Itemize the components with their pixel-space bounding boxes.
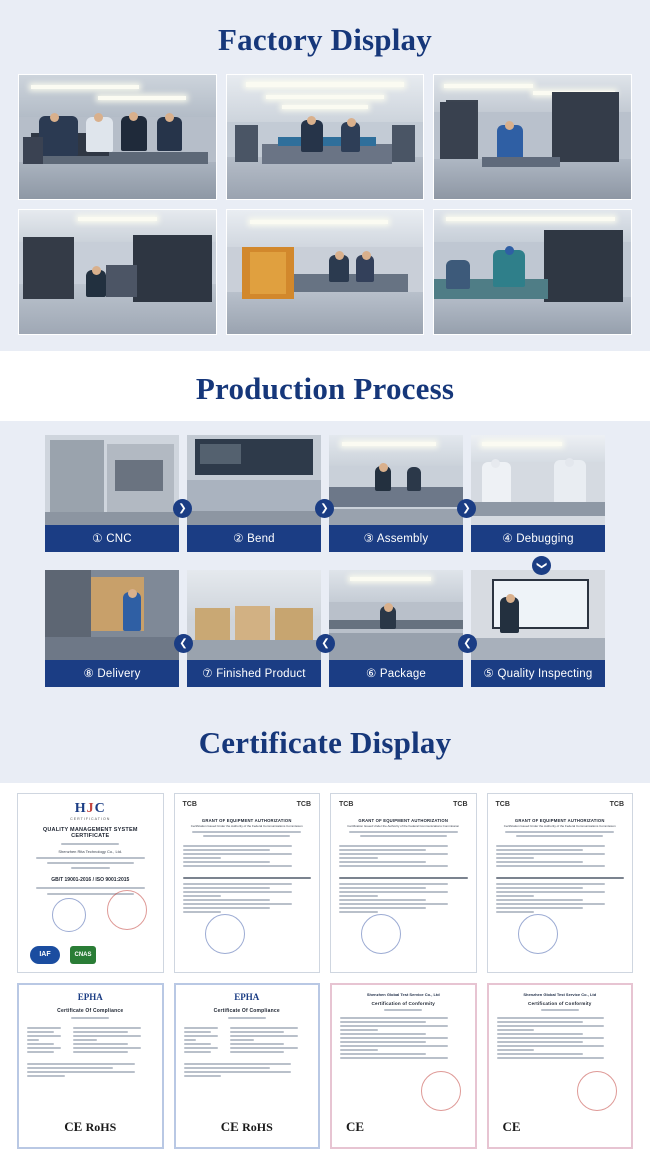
stamp-icon: [421, 1071, 461, 1111]
certificate-title: GRANT OF EQUIPMENT AUTHORIZATION: [358, 818, 449, 823]
stamp-icon: [205, 914, 245, 954]
process-step-number: ⑦: [202, 668, 213, 680]
process-step-number: ①: [92, 533, 103, 545]
process-step-text: Debugging: [516, 533, 574, 545]
certificate-title: GRANT OF EQUIPMENT AUTHORIZATION: [201, 818, 292, 823]
process-step-number: ②: [233, 533, 244, 545]
process-grid-row2: [45, 561, 605, 687]
certificate-title: Certificate Of Compliance: [57, 1008, 124, 1014]
certificate-company: Shenzhen Global Test Service Co., Ltd: [523, 992, 597, 997]
rohs-mark: RoHS: [242, 1120, 273, 1134]
factory-photo: [18, 74, 217, 200]
process-step-label: [45, 525, 179, 552]
process-step: [471, 435, 605, 552]
certificate-display-section: [0, 705, 650, 783]
certificate-marks: [332, 1119, 475, 1135]
process-step-label: [471, 525, 605, 552]
chevron-left-icon: ❮: [174, 634, 193, 653]
process-step-label: [329, 660, 463, 687]
certificate-card[interactable]: [330, 793, 477, 973]
stamp-icon: [107, 890, 147, 930]
chevron-left-icon: ❮: [458, 634, 477, 653]
page-title-certificate: Certificate Display: [198, 725, 452, 760]
tcb-label-right: TCB: [296, 801, 311, 808]
certificate-card[interactable]: [17, 793, 164, 973]
process-step-text: Quality Inspecting: [497, 668, 593, 680]
process-band: [0, 421, 650, 705]
process-step: [329, 435, 471, 552]
chevron-down-icon: ❯: [532, 556, 551, 575]
production-process-section: [0, 351, 650, 421]
ce-mark: CE: [220, 1119, 239, 1134]
stamp-icon: [361, 914, 401, 954]
stamp-icon: [518, 914, 558, 954]
process-step-text: CNC: [106, 533, 132, 545]
certificate-standard: GB/T 19001-2016 / ISO 9001:2015: [51, 877, 130, 883]
tcb-label-right: TCB: [609, 801, 624, 808]
certificate-subtitle: Certification Issued Under the Authority of the Federal Communications Commission: [190, 824, 303, 828]
certificate-title: GRANT OF EQUIPMENT AUTHORIZATION: [514, 818, 605, 823]
certificate-brand: HJC: [74, 801, 106, 816]
process-step-number: ⑤: [483, 668, 495, 680]
ce-mark: CE: [502, 1119, 521, 1134]
process-photo: [471, 435, 605, 525]
process-step-text: Assembly: [376, 533, 429, 545]
factory-display-section: [0, 0, 650, 351]
certificate-grid-row2: [17, 983, 633, 1149]
process-step-text: Bend: [247, 533, 275, 545]
factory-photo: [226, 209, 425, 335]
process-step-number: ③: [363, 533, 375, 545]
process-step-label: [187, 525, 321, 552]
factory-photo: [433, 209, 632, 335]
process-step-number: ⑧: [83, 668, 94, 680]
process-step: [45, 435, 187, 552]
process-photo: [329, 435, 463, 525]
certificate-marks: [489, 1119, 632, 1135]
certificate-company: Shenzhen Global Test Service Co., Ltd: [366, 992, 440, 997]
process-step: [179, 570, 321, 687]
chevron-left-icon: ❮: [316, 634, 335, 653]
chevron-right-icon: ❯: [173, 499, 192, 518]
process-step-label: [187, 660, 321, 687]
page-title-factory: Factory Display: [218, 22, 432, 57]
tcb-label-left: TCB: [495, 801, 510, 808]
process-step-text: Package: [379, 668, 427, 680]
certificate-card[interactable]: [330, 983, 477, 1149]
factory-photo: [18, 209, 217, 335]
certificate-brand-sub: CERTIFICATION: [70, 817, 111, 821]
factory-photo-grid: [18, 74, 632, 335]
process-photo: [187, 435, 321, 525]
chevron-right-icon: ❯: [457, 499, 476, 518]
tcb-label-left: TCB: [339, 801, 354, 808]
process-step-number: ⑥: [365, 668, 377, 680]
ce-mark: CE: [64, 1119, 83, 1134]
process-photo: [187, 570, 321, 660]
certificate-subtitle: Certification Issued Under the Authority of the Federal Communications Commission: [347, 824, 460, 828]
process-photo: [471, 570, 605, 660]
stamp-icon: [577, 1071, 617, 1111]
certificate-marks: [19, 1119, 162, 1135]
certificate-brand: EPHA: [77, 992, 103, 1002]
cnas-badge: CNAS: [70, 946, 96, 964]
process-step-label: [471, 660, 605, 687]
stamp-icon: [52, 898, 86, 932]
process-grid-row1: [45, 435, 605, 552]
process-step: [187, 435, 329, 552]
chevron-right-icon: ❯: [315, 499, 334, 518]
factory-photo: [433, 74, 632, 200]
certificate-card[interactable]: [174, 983, 321, 1149]
process-photo: [329, 570, 463, 660]
factory-photo: [226, 74, 425, 200]
process-step-text: Delivery: [97, 668, 141, 680]
certificate-band: [0, 783, 650, 1167]
certificate-title: Certification of Conformity: [371, 1001, 436, 1006]
process-step-text: Finished Product: [216, 668, 306, 680]
certificate-marks: [176, 1119, 319, 1135]
certificate-grid-row1: [17, 793, 633, 973]
rohs-mark: RoHS: [85, 1120, 117, 1134]
process-photo: [45, 435, 179, 525]
certificate-card[interactable]: [487, 793, 634, 973]
iaf-badge: IAF: [30, 946, 60, 964]
certificate-title: Certification of Conformity: [527, 1001, 592, 1006]
certificate-card[interactable]: [487, 983, 634, 1149]
certificate-title: QUALITY MANAGEMENT SYSTEM CERTIFICATE: [42, 827, 138, 839]
tcb-label-right: TCB: [453, 801, 468, 808]
process-step: [463, 561, 605, 687]
page-title-process: Production Process: [195, 371, 455, 406]
process-step-number: ④: [502, 533, 513, 545]
certificate-subtitle: Certification Issued Under the Authority of the Federal Communications Commission: [503, 824, 616, 828]
certificate-title: Certificate Of Compliance: [213, 1008, 280, 1014]
tcb-label-left: TCB: [182, 801, 197, 808]
process-photo: [45, 570, 179, 660]
certificate-company: Shenzhen Rita Technology Co., Ltd.: [58, 849, 123, 854]
certificate-card[interactable]: [17, 983, 164, 1149]
process-step-label: [45, 660, 179, 687]
process-step-label: [329, 525, 463, 552]
certificate-card[interactable]: [174, 793, 321, 973]
certificate-brand: EPHA: [234, 992, 260, 1002]
process-step: [321, 570, 463, 687]
process-step: [45, 570, 179, 687]
ce-mark: CE: [346, 1119, 365, 1134]
